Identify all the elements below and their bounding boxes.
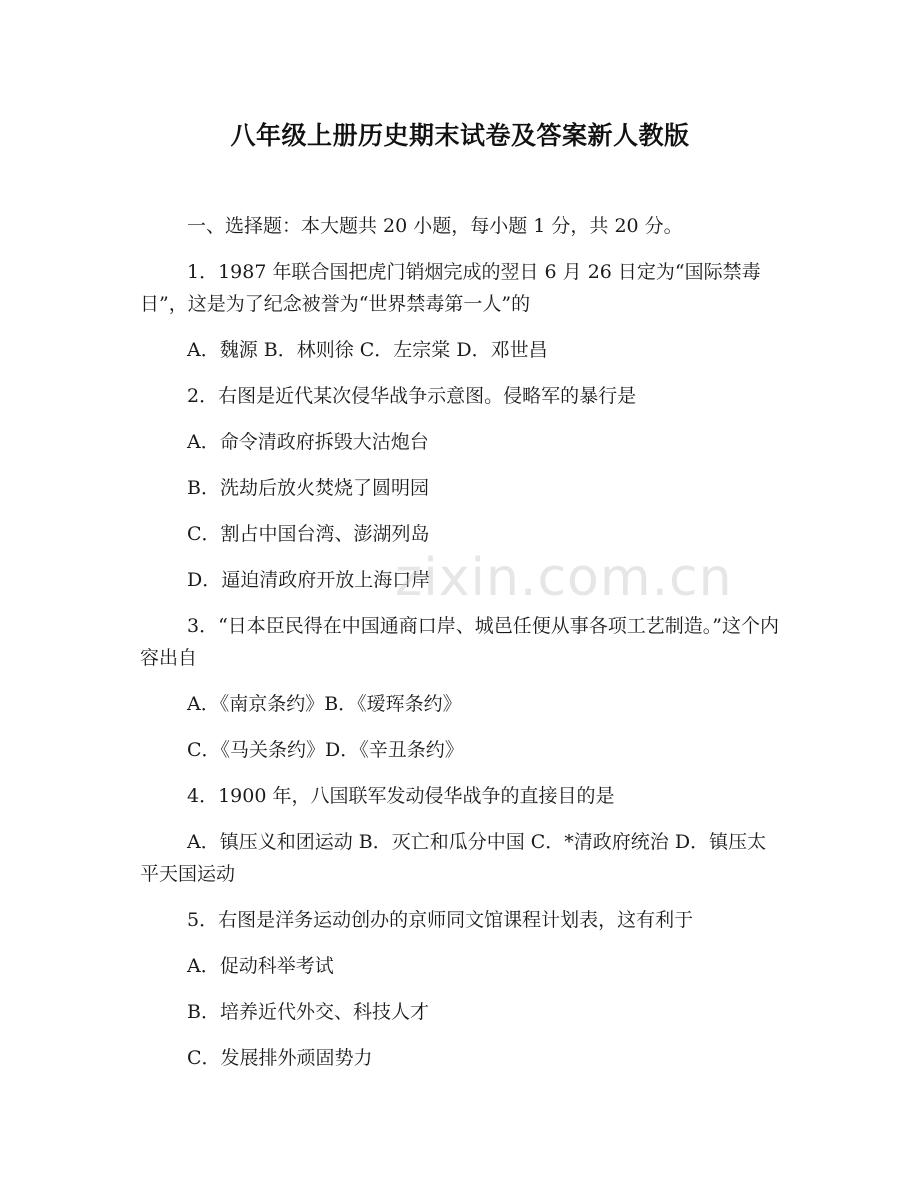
section-heading: 一、选择题：本大题共 20 小题，每小题 1 分，共 20 分。 bbox=[187, 215, 683, 237]
question-3-options-cd: C．《马关条约》D．《辛丑条约》 bbox=[187, 739, 464, 761]
question-2-option-d: D．逼迫清政府开放上海口岸 bbox=[187, 569, 431, 591]
question-5: 5．右图是洋务运动创办的京师同文馆课程计划表，这有利于 bbox=[187, 909, 694, 931]
question-2-option-c: C．割占中国台湾、澎湖列岛 bbox=[187, 523, 430, 545]
question-4-options: A．镇压义和团运动 B．灭亡和瓜分中国 C．*清政府统治 D．镇压太平天国运动 bbox=[140, 831, 767, 885]
document-title: 八年级上册历史期末试卷及答案新人教版 bbox=[230, 121, 690, 150]
question-5-option-c: C．发展排外顽固势力 bbox=[187, 1047, 373, 1069]
document-body bbox=[140, 210, 785, 1088]
question-5-option-a: A．促动科举考试 bbox=[187, 955, 334, 977]
question-4: 4．1900 年，八国联军发动侵华战争的直接目的是 bbox=[187, 785, 615, 807]
question-3: 3．“日本臣民得在中国通商口岸、城邑任便从事各项工艺制造。”这个内容出自 bbox=[140, 615, 780, 669]
watermark: zixin.com.cn bbox=[395, 548, 733, 608]
question-5-option-b: B．培养近代外交、科技人才 bbox=[187, 1001, 429, 1023]
question-3-options-ab: A．《南京条约》B．《瑷珲条约》 bbox=[187, 693, 462, 715]
question-1: 1．1987 年联合国把虎门销烟完成的翌日 6 月 26 日定为“国际禁毒日”，这是为了纪念被誉为“世界禁毒第一人”的 bbox=[140, 261, 761, 315]
question-2: 2．右图是近代某次侵华战争示意图。侵略军的暴行是 bbox=[187, 385, 637, 407]
question-2-option-b: B．洗劫后放火焚烧了圆明园 bbox=[187, 477, 429, 499]
question-2-option-a: A．命令清政府拆毁大沽炮台 bbox=[187, 431, 429, 453]
question-1-options: A．魏源 B．林则徐 C．左宗棠 D．邓世昌 bbox=[187, 339, 548, 361]
